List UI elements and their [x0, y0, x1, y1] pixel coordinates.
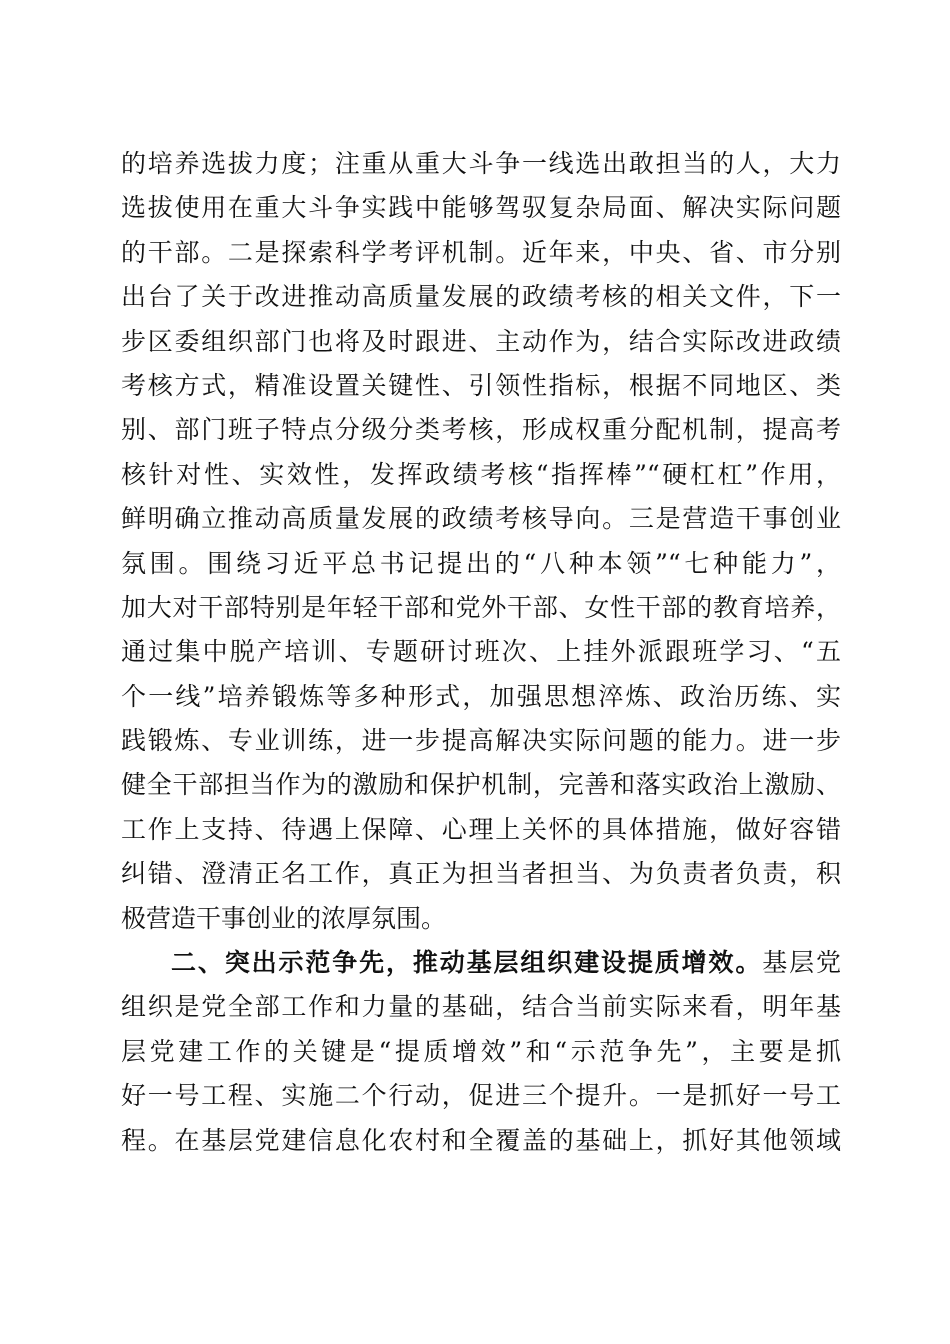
paragraph-line: 层党建工作的关键是“提质增效”和“示范争先”，主要是抓	[121, 1036, 841, 1066]
section-heading-line	[121, 943, 841, 983]
paragraph-line: 核针对性、实效性，发挥政绩考核“指挥棒”“硬杠杠”作用，	[121, 459, 841, 489]
paragraph-line: 纠错、澄清正名工作，真正为担当者担当、为负责者负责，积	[121, 859, 841, 889]
paragraph-line: 别、部门班子特点分级分类考核，形成权重分配机制，提高考	[121, 415, 841, 445]
paragraph-line: 程。在基层党建信息化农村和全覆盖的基础上，抓好其他领域	[121, 1125, 841, 1155]
paragraph-line: 的干部。二是探索科学考评机制。近年来，中央、省、市分别	[121, 237, 841, 267]
paragraph-line: 考核方式，精准设置关键性、引领性指标，根据不同地区、类	[121, 370, 841, 400]
paragraph-line: 好一号工程、实施二个行动，促进三个提升。一是抓好一号工	[121, 1081, 841, 1111]
paragraph-line: 加大对干部特别是年轻干部和党外干部、女性干部的教育培养，	[121, 592, 841, 622]
paragraph-line: 通过集中脱产培训、专题研讨班次、上挂外派跟班学习、“五	[121, 637, 841, 667]
paragraph-line: 践锻炼、专业训练，进一步提高解决实际问题的能力。进一步	[121, 726, 841, 756]
paragraph-line: 步区委组织部门也将及时跟进、主动作为，结合实际改进政绩	[121, 326, 841, 356]
section-heading: 二、突出示范争先，推动基层组织建设提质增效。	[171, 948, 763, 978]
paragraph-line: 组织是党全部工作和力量的基础，结合当前实际来看，明年基	[121, 992, 841, 1022]
paragraph-line: 出台了关于改进推动高质量发展的政绩考核的相关文件，下一	[121, 282, 841, 312]
paragraph-line: 氛围。围绕习近平总书记提出的“八种本领”“七种能力”，	[121, 548, 841, 578]
paragraph-line: 工作上支持、待遇上保障、心理上关怀的具体措施，做好容错	[121, 814, 841, 844]
paragraph-line: 个一线”培养锻炼等多种形式，加强思想淬炼、政治历练、实	[121, 681, 841, 711]
paragraph-line: 选拔使用在重大斗争实践中能够驾驭复杂局面、解决实际问题	[121, 193, 841, 223]
document-body	[121, 144, 841, 1165]
paragraph-line: 的培养选拔力度；注重从重大斗争一线选出敢担当的人，大力	[121, 149, 841, 178]
section-heading-tail: 基层党	[762, 948, 841, 978]
paragraph-line: 鲜明确立推动高质量发展的政绩考核导向。三是营造干事创业	[121, 504, 841, 534]
paragraph-line: 极营造干事创业的浓厚氛围。	[121, 903, 447, 933]
paragraph-line: 健全干部担当作为的激励和保护机制，完善和落实政治上激励、	[121, 770, 841, 800]
